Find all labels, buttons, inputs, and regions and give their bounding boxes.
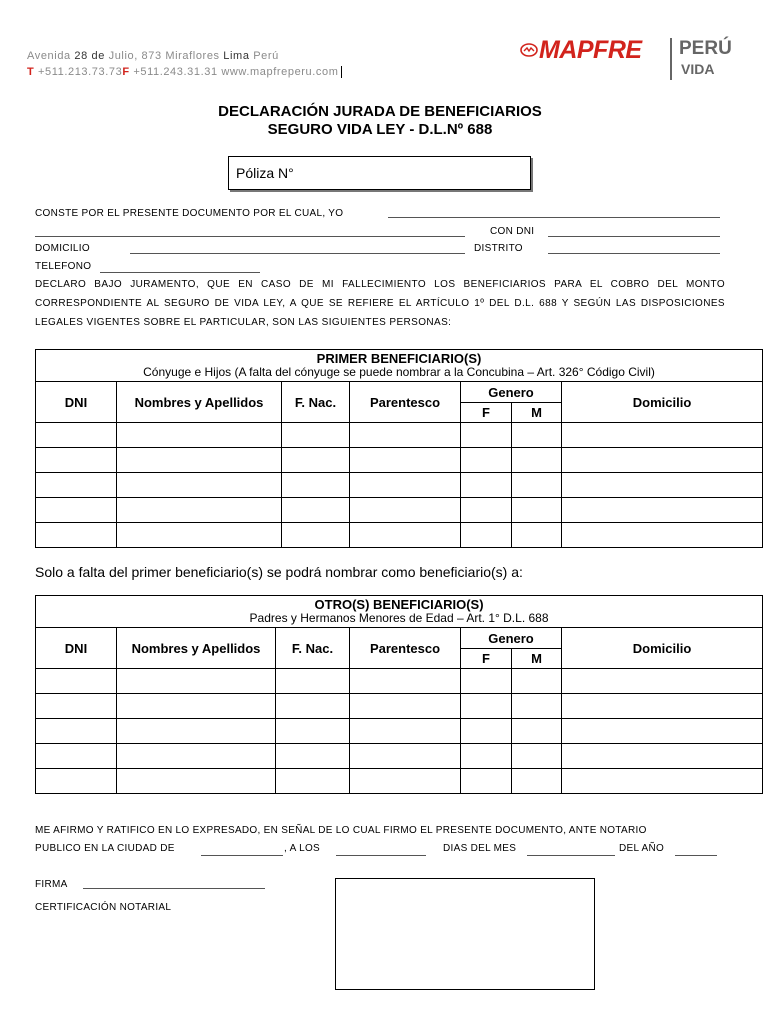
table-cell[interactable] [350, 498, 461, 523]
table-row [36, 694, 763, 719]
phone-number: +511.213.73.73 [37, 66, 123, 78]
col-domicilio-header: Domicilio [562, 628, 763, 669]
ratifico-text: ME AFIRMO Y RATIFICO EN LO EXPRESADO, EN SEÑAL DE LO CUAL FIRMO EL PRESENTE DOCUMENTO, ANTE NOTARIO [35, 825, 647, 836]
table-cell[interactable] [36, 719, 117, 744]
table-cell[interactable] [117, 669, 276, 694]
table-cell[interactable] [512, 694, 562, 719]
address-city: Lima [223, 50, 250, 62]
table-cell[interactable] [562, 669, 763, 694]
table-cell[interactable] [512, 769, 562, 794]
table-cell[interactable] [36, 473, 117, 498]
table-cell[interactable] [276, 744, 350, 769]
table-cell[interactable] [562, 423, 763, 448]
table-cell[interactable] [562, 523, 763, 548]
col-genero-f-header: F [461, 649, 512, 669]
table-cell[interactable] [461, 523, 512, 548]
table-cell[interactable] [512, 423, 562, 448]
document-title: DECLARACIÓN JURADA DE BENEFICIARIOS [218, 103, 542, 120]
address-avenida: Avenida [27, 50, 71, 62]
contact-line [27, 66, 342, 78]
col-genero-m-header: M [512, 649, 562, 669]
table1-subtitle: Cónyuge e Hijos (A falta del cónyuge se puede nombrar a la Concubina – Art. 326° Código Civil) [143, 365, 655, 379]
poliza-label: Póliza N° [236, 165, 294, 181]
fax-number: +511.243.31.31 [133, 66, 218, 78]
website-link[interactable]: www.mapfreperu.com [221, 66, 339, 78]
table-cell[interactable] [117, 448, 282, 473]
table-cell[interactable] [276, 719, 350, 744]
primer-beneficiario-table [35, 349, 763, 548]
telefono-input-line[interactable] [100, 272, 260, 273]
table-cell[interactable] [117, 498, 282, 523]
address-number: 28 [74, 50, 88, 62]
table1-title: PRIMER BENEFICIARIO(S) [316, 351, 482, 366]
col-parentesco-header: Parentesco [350, 628, 461, 669]
firma-label: FIRMA [35, 879, 68, 890]
table-cell[interactable] [117, 423, 282, 448]
table-row [36, 744, 763, 769]
table-cell[interactable] [276, 669, 350, 694]
table-cell[interactable] [282, 473, 350, 498]
table-cell[interactable] [562, 448, 763, 473]
col-genero-header: Genero [461, 382, 562, 403]
table-cell[interactable] [282, 523, 350, 548]
table-cell[interactable] [562, 694, 763, 719]
table-cell[interactable] [282, 448, 350, 473]
table-cell[interactable] [350, 694, 461, 719]
conste-label: CONSTE POR EL PRESENTE DOCUMENTO POR EL CUAL, YO [35, 208, 344, 219]
table-cell[interactable] [350, 473, 461, 498]
con-dni-label: CON DNI [490, 226, 535, 237]
table-cell[interactable] [461, 498, 512, 523]
col-dni-header: DNI [36, 382, 117, 423]
logo-divider [670, 38, 672, 80]
col-genero-header: Genero [461, 628, 562, 649]
fax-label: F [122, 66, 130, 78]
col-fnac-header: F. Nac. [282, 382, 350, 423]
col-parentesco-header: Parentesco [350, 382, 461, 423]
col-genero-m-header: M [512, 403, 562, 423]
logo-brand: MAPFRE [539, 36, 642, 64]
table-cell[interactable] [36, 669, 117, 694]
table-cell[interactable] [350, 769, 461, 794]
table-cell[interactable] [117, 744, 276, 769]
address-de: de [91, 50, 105, 62]
domicilio-input-line[interactable] [130, 253, 465, 254]
address-rest: Julio, 873 Miraflores [108, 50, 220, 62]
poliza-field[interactable] [228, 156, 531, 190]
table-cell[interactable] [36, 694, 117, 719]
domicilio-label: DOMICILIO [35, 243, 90, 254]
table-row [36, 423, 763, 448]
table-cell[interactable] [36, 523, 117, 548]
table-cell[interactable] [117, 769, 276, 794]
otro-beneficiario-table [35, 595, 763, 794]
table-cell[interactable] [461, 669, 512, 694]
table-cell[interactable] [512, 498, 562, 523]
table-cell[interactable] [36, 744, 117, 769]
table-cell[interactable] [512, 669, 562, 694]
table-cell[interactable] [562, 473, 763, 498]
document-subtitle: SEGURO VIDA LEY - D.L.Nº 688 [267, 121, 493, 138]
address-country: Perú [253, 50, 279, 62]
ciudad-input-line[interactable] [201, 855, 283, 856]
telefono-label: TELEFONO [35, 261, 92, 272]
table-cell[interactable] [461, 423, 512, 448]
del-ano-label: DEL AÑO [619, 843, 665, 854]
table-cell[interactable] [282, 423, 350, 448]
table-row [36, 448, 763, 473]
table-cell[interactable] [461, 719, 512, 744]
dias-mes-label: DIAS DEL MES [443, 843, 517, 854]
table-cell[interactable] [461, 744, 512, 769]
table-cell[interactable] [512, 719, 562, 744]
table-cell[interactable] [117, 523, 282, 548]
table-cell[interactable] [461, 448, 512, 473]
table-cell[interactable] [512, 473, 562, 498]
table-cell[interactable] [562, 498, 763, 523]
col-nombres-header: Nombres y Apellidos [117, 628, 276, 669]
table-row [36, 769, 763, 794]
table-cell[interactable] [461, 473, 512, 498]
declaration-paragraph: DECLARO BAJO JURAMENTO, QUE EN CASO DE MI FALLECIMIENTO LOS BENEFICIARIOS PARA EL COBRO DEL MONTO CORRESPONDIENTE AL SEGURO DE VIDA LEY, A QUE SE REFIERE EL ARTÍCULO 1º DEL D.L. 688 Y SEGÚN LAS DISPOSICIONES LEGALES VIGENTES SOBRE EL PARTICULAR, SON LAS SIGUIENTES PERSONAS: [35, 279, 725, 328]
nombre-input-line[interactable] [388, 217, 720, 218]
table-cell[interactable] [276, 694, 350, 719]
distrito-input-line[interactable] [548, 253, 720, 254]
table-cell[interactable] [512, 744, 562, 769]
table-cell[interactable] [350, 423, 461, 448]
mapfre-logo [520, 36, 750, 82]
distrito-label: DISTRITO [474, 243, 523, 254]
table-cell[interactable] [562, 744, 763, 769]
mapfre-emblem-icon [520, 43, 538, 57]
table-cell[interactable] [276, 769, 350, 794]
table-cell[interactable] [36, 423, 117, 448]
table2-title: OTRO(S) BENEFICIARIO(S) [314, 597, 484, 612]
table-cell[interactable] [117, 694, 276, 719]
nombre-continuation-line[interactable] [35, 236, 465, 237]
col-genero-f-header: F [461, 403, 512, 423]
table-cell[interactable] [512, 523, 562, 548]
a-los-label: , A LOS [284, 843, 321, 854]
table-cell[interactable] [350, 523, 461, 548]
col-nombres-header: Nombres y Apellidos [117, 382, 282, 423]
table-cell[interactable] [562, 719, 763, 744]
table-cell[interactable] [36, 448, 117, 473]
publico-label: PUBLICO EN LA CIUDAD DE [35, 843, 175, 854]
logo-country: PERÚ [679, 38, 732, 59]
firma-input-line[interactable] [83, 888, 265, 889]
table-cell[interactable] [350, 669, 461, 694]
table-cell[interactable] [117, 719, 276, 744]
table-cell[interactable] [562, 769, 763, 794]
table2-subtitle: Padres y Hermanos Menores de Edad – Art. 1° D.L. 688 [249, 611, 549, 625]
table-cell[interactable] [117, 473, 282, 498]
dni-input-line[interactable] [548, 236, 720, 237]
table-row [36, 498, 763, 523]
col-fnac-header: F. Nac. [276, 628, 350, 669]
phone-label: T [27, 66, 35, 78]
table2-caption [36, 596, 763, 628]
table-row [36, 669, 763, 694]
text-cursor [341, 66, 342, 78]
table1-caption [36, 350, 763, 382]
table-cell[interactable] [461, 769, 512, 794]
col-domicilio-header: Domicilio [562, 382, 763, 423]
table-row [36, 719, 763, 744]
table-cell[interactable] [36, 498, 117, 523]
ano-input-line[interactable] [675, 855, 717, 856]
table-cell[interactable] [350, 744, 461, 769]
address-line [27, 50, 279, 62]
table-row [36, 473, 763, 498]
logo-unit: VIDA [681, 61, 715, 77]
table-cell[interactable] [36, 769, 117, 794]
table-row [36, 523, 763, 548]
col-dni-header: DNI [36, 628, 117, 669]
notary-certification-box[interactable] [335, 878, 595, 990]
table-cell[interactable] [282, 498, 350, 523]
otros-instruction: Solo a falta del primer beneficiario(s) se podrá nombrar como beneficiario(s) a: [35, 564, 523, 580]
certificacion-label: CERTIFICACIÓN NOTARIAL [35, 902, 172, 913]
table-cell[interactable] [350, 719, 461, 744]
mes-input-line[interactable] [527, 855, 615, 856]
dias-input-line[interactable] [336, 855, 426, 856]
table-cell[interactable] [461, 694, 512, 719]
table-cell[interactable] [350, 448, 461, 473]
table-cell[interactable] [512, 448, 562, 473]
